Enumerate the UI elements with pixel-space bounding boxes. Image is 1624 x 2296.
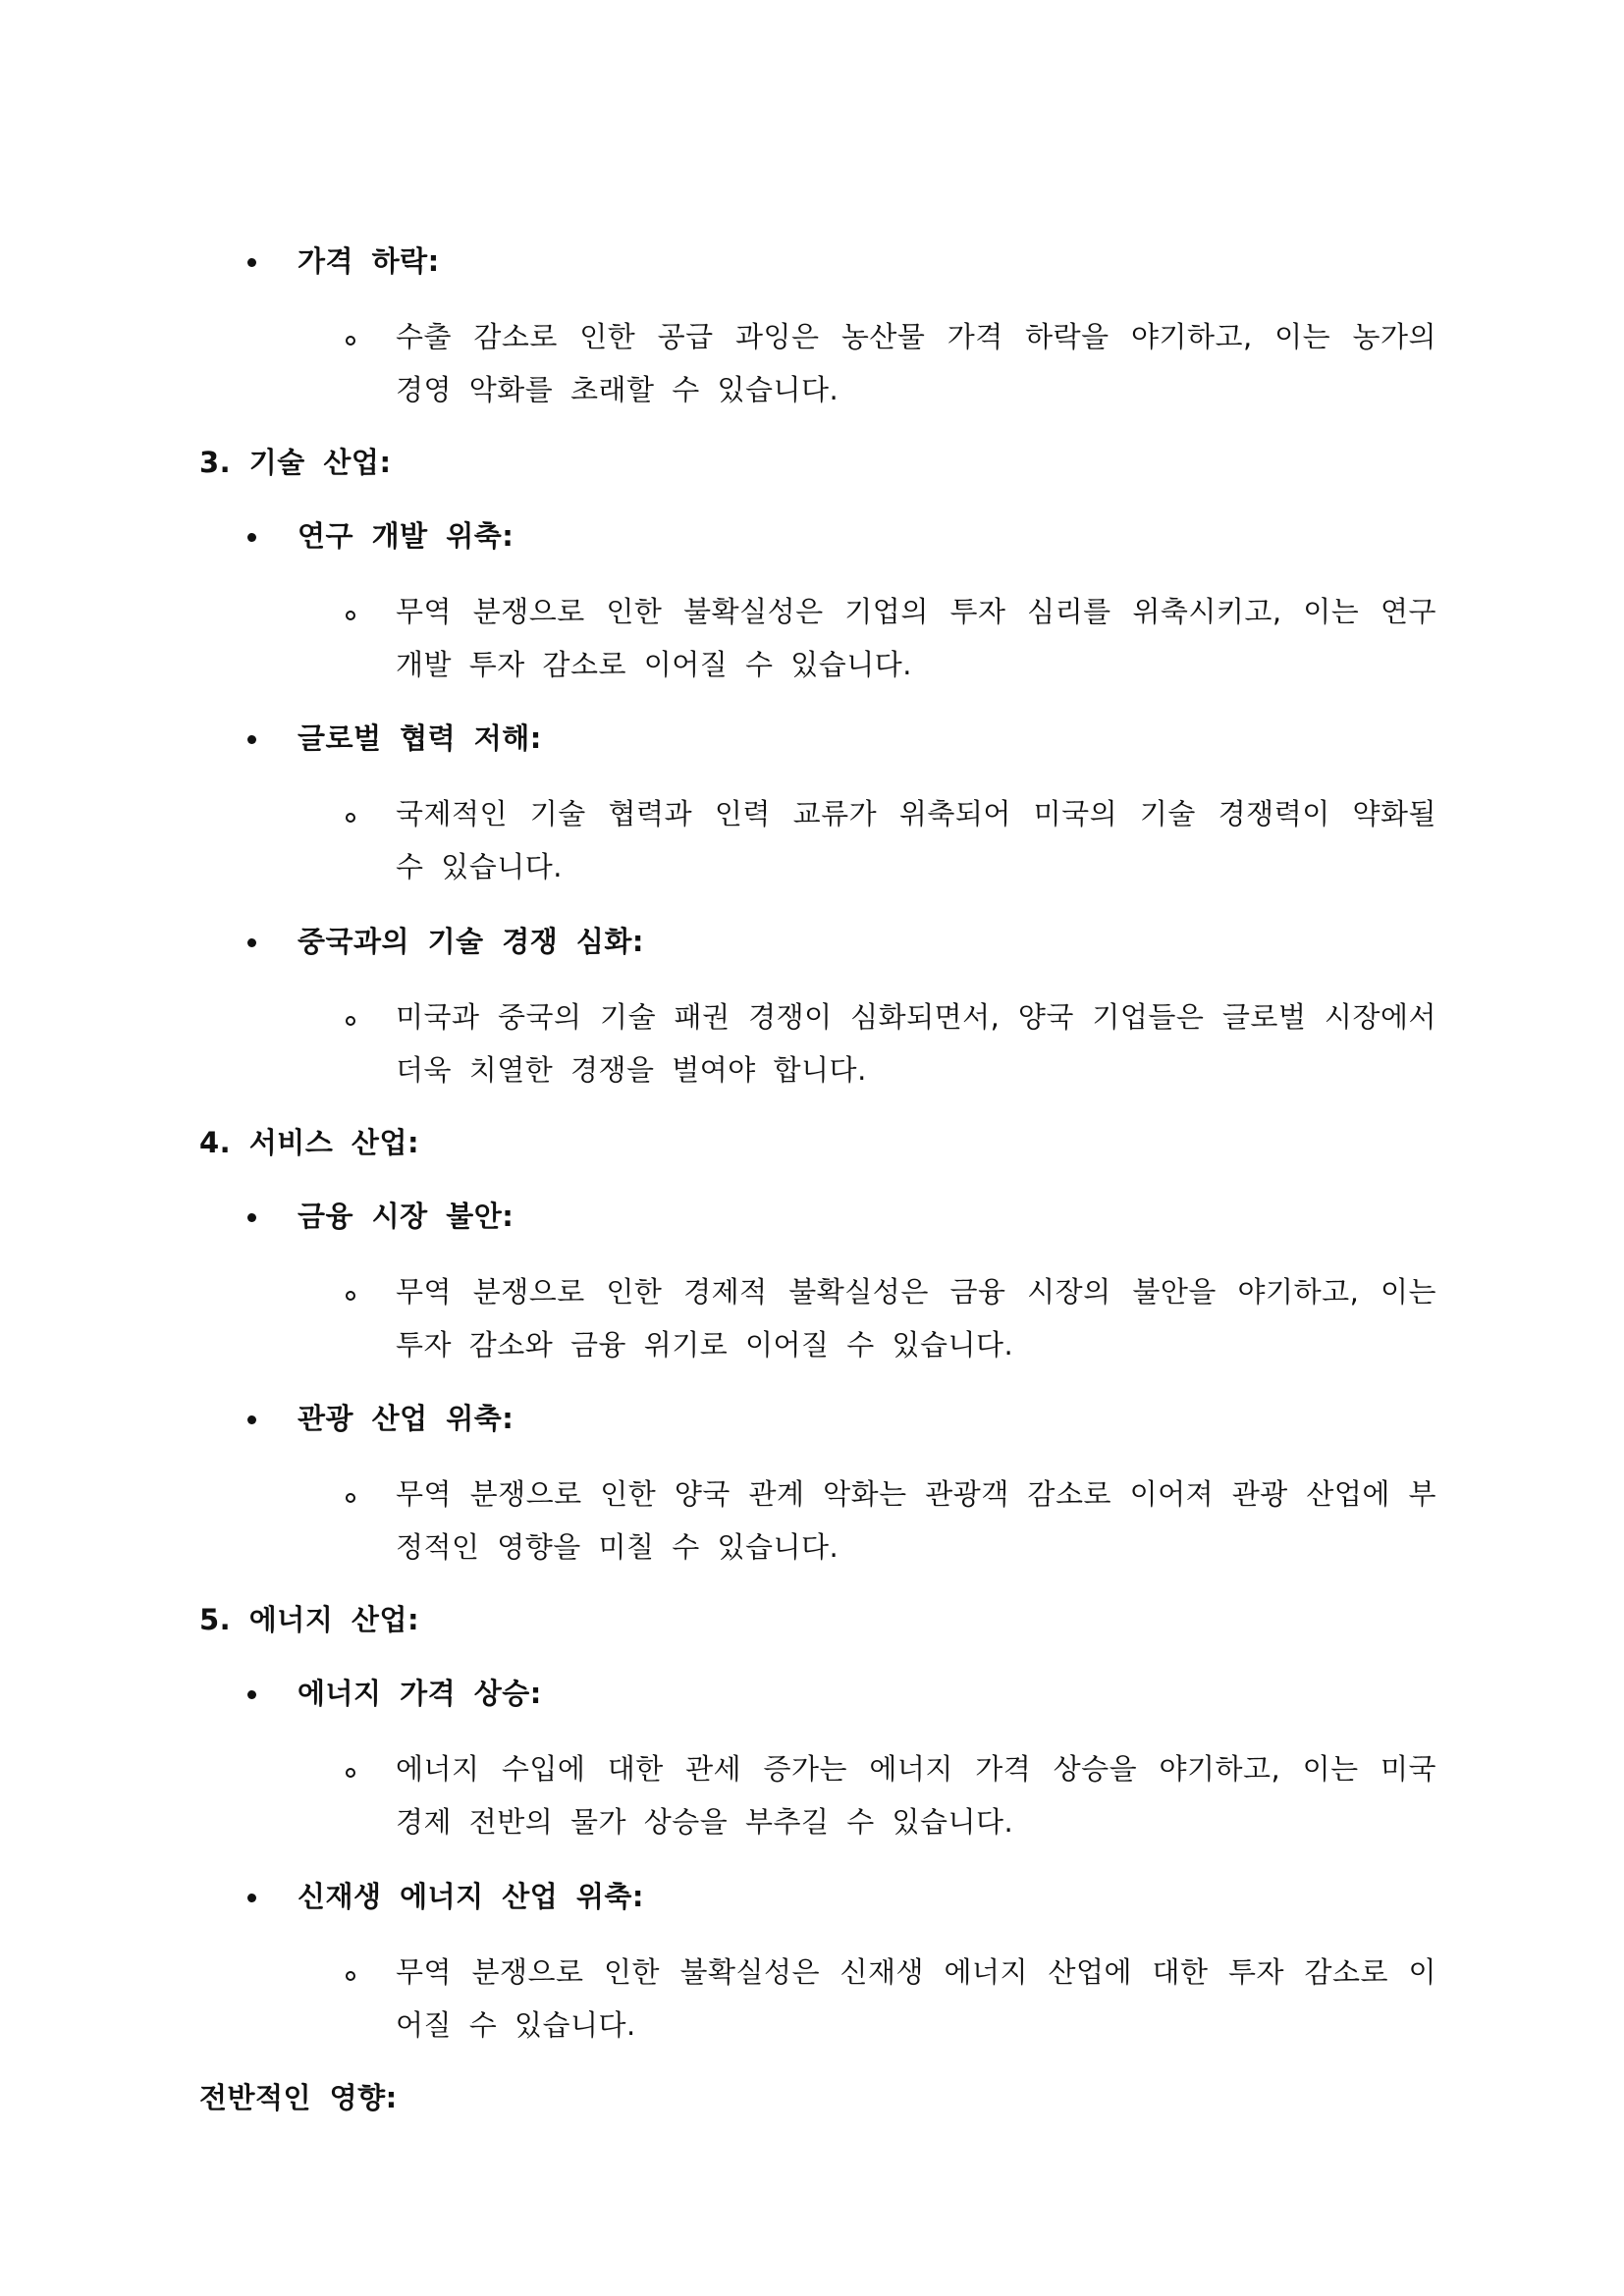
sub-bullet-circle bbox=[346, 1971, 355, 1981]
bullet-dot bbox=[247, 1894, 256, 1902]
bullet-detail: 무역 분쟁으로 인한 경제적 불확실성은 금융 시장의 불안을 야기하고, 이는 투자 감소와 금융 위기로 이어질 수 있습니다. bbox=[396, 1275, 1436, 1362]
bullet-detail: 무역 분쟁으로 인한 불확실성은 신재생 에너지 산업에 대한 투자 감소로 이어질 수 있습니다. bbox=[396, 1955, 1436, 2042]
bullet-title: 가격 하락: bbox=[298, 244, 440, 278]
bullet-detail: 에너지 수입에 대한 관세 증가는 에너지 가격 상승을 야기하고, 이는 미국 경제 전반의 물가 상승을 부추길 수 있습니다. bbox=[396, 1752, 1436, 1839]
sub-bullet-circle bbox=[346, 1291, 355, 1301]
sub-bullet-circle bbox=[346, 1016, 355, 1026]
bullet-title: 에너지 가격 상승: bbox=[298, 1677, 542, 1710]
section-heading: 전반적인 영향: bbox=[199, 2081, 398, 2114]
bullet-dot bbox=[247, 258, 256, 267]
sub-bullet-circle bbox=[346, 336, 355, 346]
bullet-title: 연구 개발 위축: bbox=[298, 519, 514, 553]
bullet-dot bbox=[247, 1213, 256, 1222]
section-heading: 5. 에너지 산업: bbox=[199, 1603, 420, 1636]
bullet-title: 관광 산업 위축: bbox=[298, 1402, 514, 1435]
bullet-detail: 미국과 중국의 기술 패권 경쟁이 심화되면서, 양국 기업들은 글로벌 시장에서 더욱 치열한 경쟁을 벌여야 합니다. bbox=[396, 1000, 1436, 1087]
bullet-dot bbox=[247, 1415, 256, 1424]
bullet-detail: 국제적인 기술 협력과 인력 교류가 위축되어 미국의 기술 경쟁력이 약화될 수 있습니다. bbox=[396, 797, 1436, 883]
bullet-title: 신재생 에너지 산업 위축: bbox=[298, 1880, 645, 1913]
bullet-detail: 수출 감소로 인한 공급 과잉은 농산물 가격 하락을 야기하고, 이는 농가의 경영 악화를 초래할 수 있습니다. bbox=[396, 320, 1436, 406]
sub-bullet-circle bbox=[346, 1493, 355, 1503]
bullet-detail: 무역 분쟁으로 인한 양국 관계 악화는 관광객 감소로 이어져 관광 산업에 부정적인 영향을 미칠 수 있습니다. bbox=[396, 1477, 1436, 1564]
bullet-dot bbox=[247, 735, 256, 744]
bullet-dot bbox=[247, 1690, 256, 1699]
section-heading: 4. 서비스 산업: bbox=[199, 1126, 420, 1159]
bullet-dot bbox=[247, 533, 256, 542]
sub-bullet-circle bbox=[346, 611, 355, 620]
section-heading: 3. 기술 산업: bbox=[199, 446, 392, 479]
sub-bullet-circle bbox=[346, 1768, 355, 1778]
bullet-detail: 무역 분쟁으로 인한 불확실성은 기업의 투자 심리를 위축시키고, 이는 연구 개발 투자 감소로 이어질 수 있습니다. bbox=[396, 595, 1436, 681]
bullet-title: 중국과의 기술 경쟁 심화: bbox=[298, 925, 645, 958]
sub-bullet-circle bbox=[346, 813, 355, 823]
bullet-dot bbox=[247, 938, 256, 947]
bullet-title: 글로벌 협력 저해: bbox=[298, 721, 542, 755]
bullet-title: 금융 시장 불안: bbox=[298, 1200, 514, 1233]
